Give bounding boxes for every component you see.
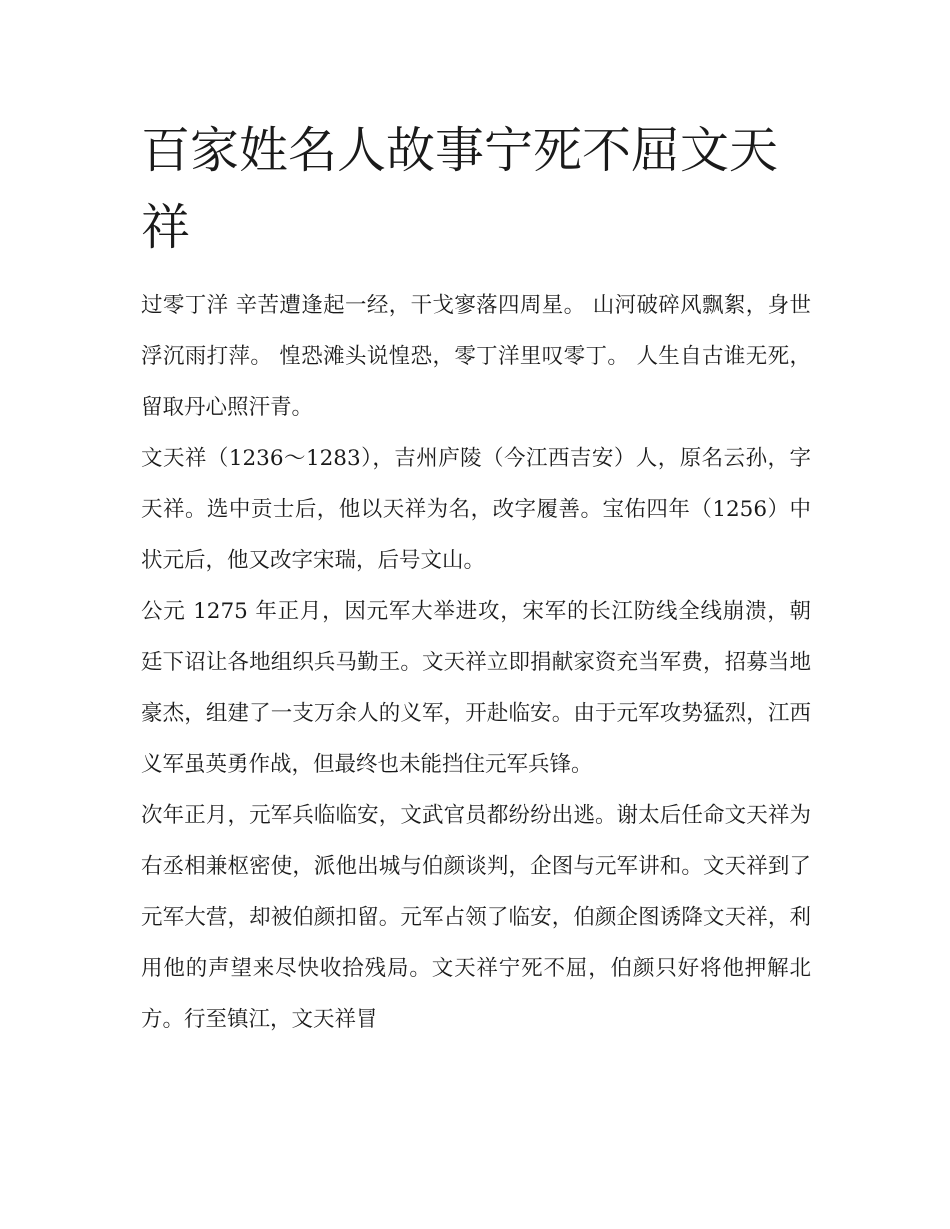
- biography-paragraph: 文天祥（1236～1283），吉州庐陵（今江西吉安）人，原名云孙，字天祥。选中贡士后，他以天祥为名，改字履善。宝佑四年（1256）中状元后，他又改字宋瑞，后号文山。: [141, 446, 811, 573]
- history-paragraph-next-year: 次年正月，元军兵临临安，文武官员都纷纷出逃。谢太后任命文天祥为右丞相兼枢密使，派他出城与伯颜谈判，企图与元军讲和。文天祥到了元军大营，却被伯颜扣留。元军占领了临安，伯颜企图诱降文天祥，利用他的声望来尽快收拾残局。文天祥宁死不屈，伯颜只好将他押解北方。行至镇江，文天祥冒: [141, 803, 811, 1032]
- document-title: 百家姓名人故事宁死不屈文天祥: [141, 122, 779, 256]
- history-paragraph-1275: 公元 1275 年正月，因元军大举进攻，宋军的长江防线全线崩溃，朝廷下诏让各地组织兵马勤王。文天祥立即捐献家资充当军费，招募当地豪杰，组建了一支万余人的义军，开赴临安。由于元军攻势猛烈，江西义军虽英勇作战，但最终也未能挡住元军兵锋。: [141, 599, 811, 777]
- poem-paragraph: 过零丁洋 辛苦遭逢起一经，干戈寥落四周星。 山河破碎风飘絮，身世浮沉雨打萍。 惶恐滩头说惶恐，零丁洋里叹零丁。 人生自古谁无死，留取丹心照汗青。: [141, 293, 811, 420]
- document-body: [141, 112, 811, 1045]
